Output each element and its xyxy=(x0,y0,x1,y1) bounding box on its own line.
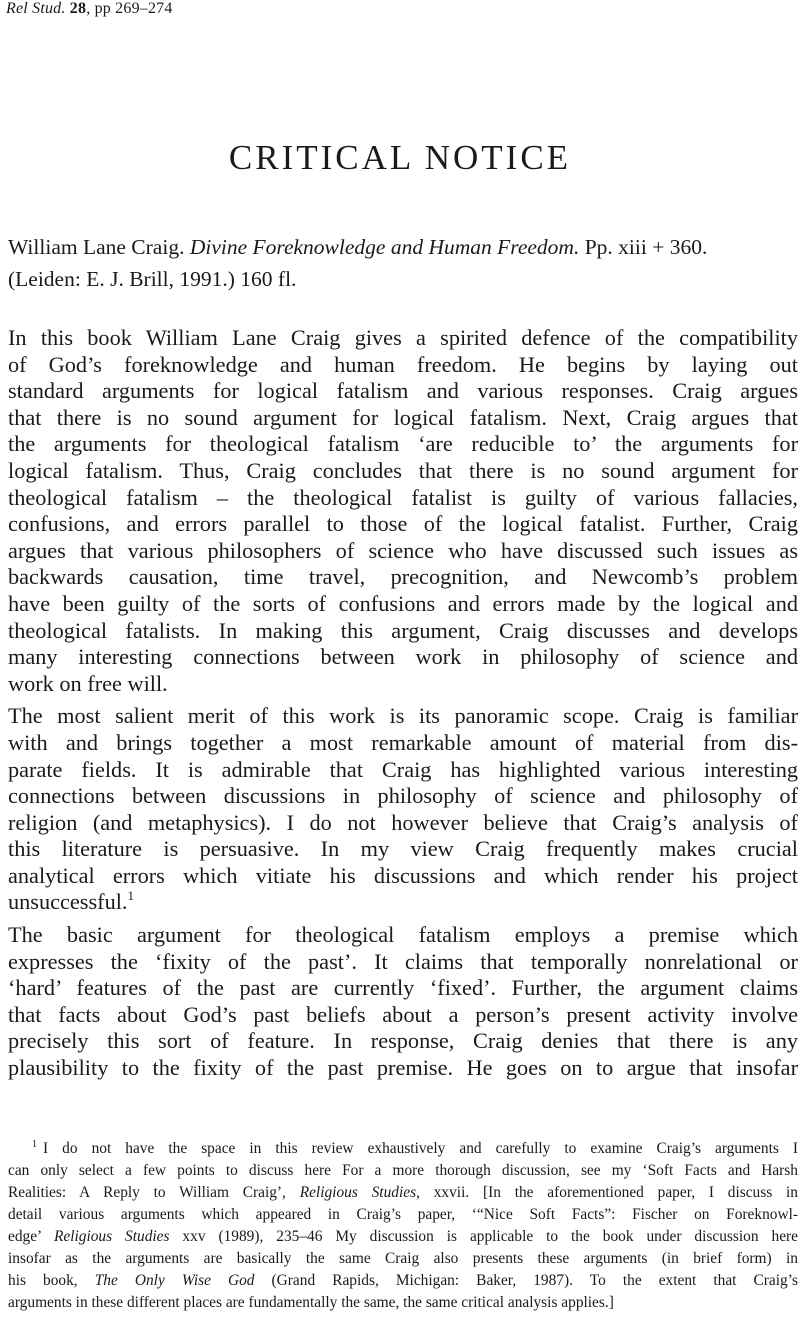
text-line: argues that various philosophers of science who have discussed such issues as xyxy=(8,537,798,563)
text-fragment: , xxvii. [In the aforementioned paper, I discuss in xyxy=(416,1184,798,1201)
text-line: backwards causation, time travel, precognition, and Newcomb’s problem xyxy=(8,564,798,590)
book-citation xyxy=(8,231,798,295)
text-fragment: I do not have the space in this review exhaustively and carefully to examine Craig’s arguments I xyxy=(43,1140,798,1157)
citation-author: William Lane Craig. xyxy=(8,235,190,259)
book-title: The Only Wise God xyxy=(94,1272,255,1289)
footnote-line xyxy=(8,1138,798,1160)
citation-book-title: Divine Foreknowledge and Human Freedom. xyxy=(189,235,580,259)
page-title: CRITICAL NOTICE xyxy=(228,138,572,177)
footnote-mark: 1 xyxy=(32,1139,37,1150)
text-line: parate fields. It is admirable that Craig has highlighted various interesting xyxy=(8,756,798,782)
footnote xyxy=(8,1138,798,1314)
text-fragment: unsuccessful. xyxy=(8,889,128,915)
text-line: with and brings together a most remarkable amount of material from dis- xyxy=(8,729,798,755)
running-header xyxy=(6,0,173,18)
citation-line xyxy=(8,231,798,263)
footnote-line: detail various arguments which appeared in Craig’s paper, ‘“Nice Soft Facts”: Fischer on Foreknowl- xyxy=(8,1206,798,1223)
text-line: plausibility to the fixity of the past premise. He goes on to argue that insofar xyxy=(8,1055,798,1081)
body-text xyxy=(8,325,798,1088)
paragraph-2 xyxy=(8,703,798,916)
page-range: , pp 269–274 xyxy=(86,0,173,17)
text-line: work on free will. xyxy=(8,670,168,696)
text-line: analytical errors which vitiate his discussions and which render his project xyxy=(8,862,798,888)
text-line: precisely this sort of feature. In response, Craig denies that there is any xyxy=(8,1028,798,1054)
footnote-line xyxy=(8,1182,798,1204)
journal-title: Religious Studies xyxy=(53,1228,170,1245)
text-line: standard arguments for logical fatalism and various responses. Craig argues xyxy=(8,378,798,404)
footnote-line: arguments in these different places are fundamentally the same, the same critical analysis applies.] xyxy=(8,1294,614,1311)
text-line: that facts about God’s past beliefs about a person’s present activity involve xyxy=(8,1001,798,1027)
text-line: expresses the ‘fixity of the past’. It claims that temporally nonrelational or xyxy=(8,948,798,974)
citation-pages: Pp. xiii + 360. xyxy=(579,235,708,259)
text-line: ‘hard’ features of the past are currently ‘fixed’. Further, the argument claims xyxy=(8,975,798,1001)
text-line: The most salient merit of this work is its panoramic scope. Craig is familiar xyxy=(8,703,798,729)
text-line: of God’s foreknowledge and human freedom. He begins by laying out xyxy=(8,351,798,377)
text-fragment: edge’ xyxy=(8,1228,54,1245)
text-line: In this book William Lane Craig gives a spirited defence of the compatibility xyxy=(8,325,798,350)
journal-title: Religious Studies xyxy=(299,1184,417,1201)
footnote-line xyxy=(8,1270,798,1292)
text-line: that there is no sound argument for logical fatalism. Next, Craig argues that xyxy=(8,404,798,430)
text-line xyxy=(8,889,798,916)
text-line: logical fatalism. Thus, Craig concludes that there is no sound argument for xyxy=(8,457,798,483)
text-line: confusions, and errors parallel to those of the logical fatalist. Further, Craig xyxy=(8,511,798,537)
text-line: The basic argument for theological fatalism employs a premise which xyxy=(8,922,798,948)
journal-abbrev: Rel Stud. xyxy=(6,0,66,17)
text-line: this literature is persuasive. In my view Craig frequently makes crucial xyxy=(8,836,798,862)
paragraph-1 xyxy=(8,325,798,697)
text-line: theological fatalists. In making this argument, Craig discusses and develops xyxy=(8,617,798,643)
paragraph-3 xyxy=(8,922,798,1082)
text-line: connections between discussions in philosophy of science and philosophy of xyxy=(8,783,798,809)
text-line: religion (and metaphysics). I do not however believe that Craig’s analysis of xyxy=(8,809,798,835)
footnote-line xyxy=(8,1226,798,1248)
text-fragment: his book, xyxy=(8,1272,95,1289)
text-fragment: Realities: A Reply to William Craig’, xyxy=(8,1184,300,1201)
text-line: have been guilty of the sorts of confusions and errors made by the logical and xyxy=(8,590,798,616)
text-fragment: xxv (1989), 235–46 My discussion is applicable to the book under discussion here xyxy=(169,1228,798,1245)
volume-number: 28 xyxy=(69,0,87,17)
text-line: the arguments for theological fatalism ‘are reducible to’ the arguments for xyxy=(8,431,798,457)
text-line: many interesting connections between work in philosophy of science and xyxy=(8,644,798,670)
citation-line: (Leiden: E. J. Brill, 1991.) 160 fl. xyxy=(8,267,297,291)
footnote-line: insofar as the arguments are basically the same Craig also presents these arguments (in brief form) in xyxy=(8,1250,798,1267)
text-line: theological fatalism – the theological fatalist is guilty of various fallacies, xyxy=(8,484,798,510)
text-fragment: (Grand Rapids, Michigan: Baker, 1987). To the extent that Craig’s xyxy=(254,1272,798,1289)
footnote-line: can only select a few points to discuss here For a more thorough discussion, see my ‘Soft Facts and Harsh xyxy=(8,1162,798,1179)
footnote-reference[interactable]: 1 xyxy=(127,888,135,904)
